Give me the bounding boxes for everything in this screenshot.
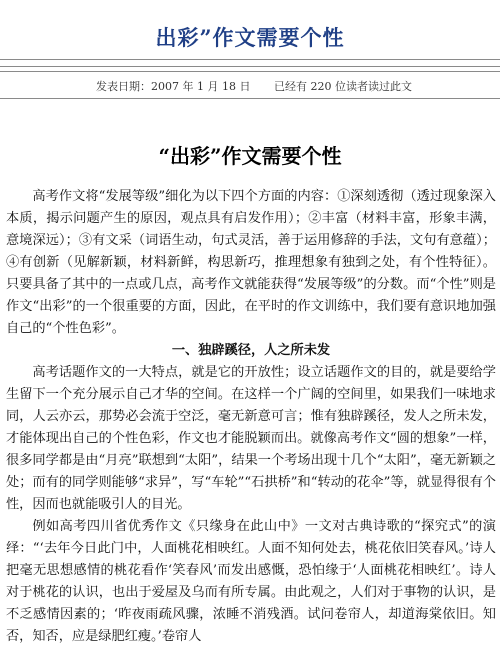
reader-count: 已经有 220 位读者读过此文 [274, 80, 412, 93]
publish-date: 发表日期：2007 年 1 月 18 日 [96, 80, 251, 93]
divider-line [0, 66, 500, 67]
paragraph: 高考话题作文的一大特点，就是它的开放性；设立话题作文的目的，就是要给学生留下一个充分展示自己才华的空间。在这样一个广阔的空间里，如果我们一味地求同，人云亦云，那势必会流于空泛，毫无新意可言；惟有独辟蹊径，发人之所未发，才能体现出自己的个性色彩，作文也才能脱颖而出。就像高考作文“圆的想象”一样，很多同学都是由“月亮”联想到“太阳”，结果一个考场出现十几个“太阳”，毫无新颖之处；而有的同学则能够“求异”，写“车轮”“石拱桥”和“转动的花伞”等，就显得很有个性，因而也就能吸引人的目光。 [6, 365, 496, 512]
divider-line [0, 98, 500, 99]
paragraph: 例如高考四川省优秀作文《只缘身在此山中》一文对古典诗歌的“探究式”的演绎：“‘去年今日此门中，人面桃花相映红。人面不知何处去，桃花依旧笑春风。’诗人把毫无思想感情的桃花看作‘笑春风’而发出感慨，恐怕缘于‘人面桃花相映红’。诗人对于桃花的认识，也出于爱屋及乌而有所专属。由此观之，人们对于事物的认识，是不乏感情因素的；‘昨夜雨疏风骤，浓睡不消残酒。试问卷帘人，却道海棠依旧。知否，知否，应是绿肥红瘦。’卷帘人 [6, 519, 496, 644]
article-title: “出彩”作文需要个性 [158, 144, 342, 168]
banner-title: 出彩”作文需要个性 [155, 25, 345, 50]
section-heading: 一、独辟蹊径，人之所未发 [171, 343, 331, 358]
divider-line [0, 59, 500, 60]
paragraph: 高考作文将“发展等级”细化为以下四个方面的内容：①深刻透彻（透过现象深入本质，揭示问题产生的原因，观点具有启发作用）；②丰富（材料丰富，形象丰满，意境深远）；③有文采（词语生动，句式灵活，善于运用修辞的手法，文句有意蕴）；④有创新（见解新颖，材料新鲜，构思新巧，推理想象有独到之处，有个性特征）。只要具备了其中的一点或几点，高考作文就能获得“发展等级”的分数。而“个性”则是作文“出彩”的一个很重要的方面，因此，在平时的作文训练中，我们要有意识地加强自己的“个性色彩”。 [6, 189, 496, 336]
divider-line [0, 71, 500, 72]
article-body [6, 186, 496, 648]
